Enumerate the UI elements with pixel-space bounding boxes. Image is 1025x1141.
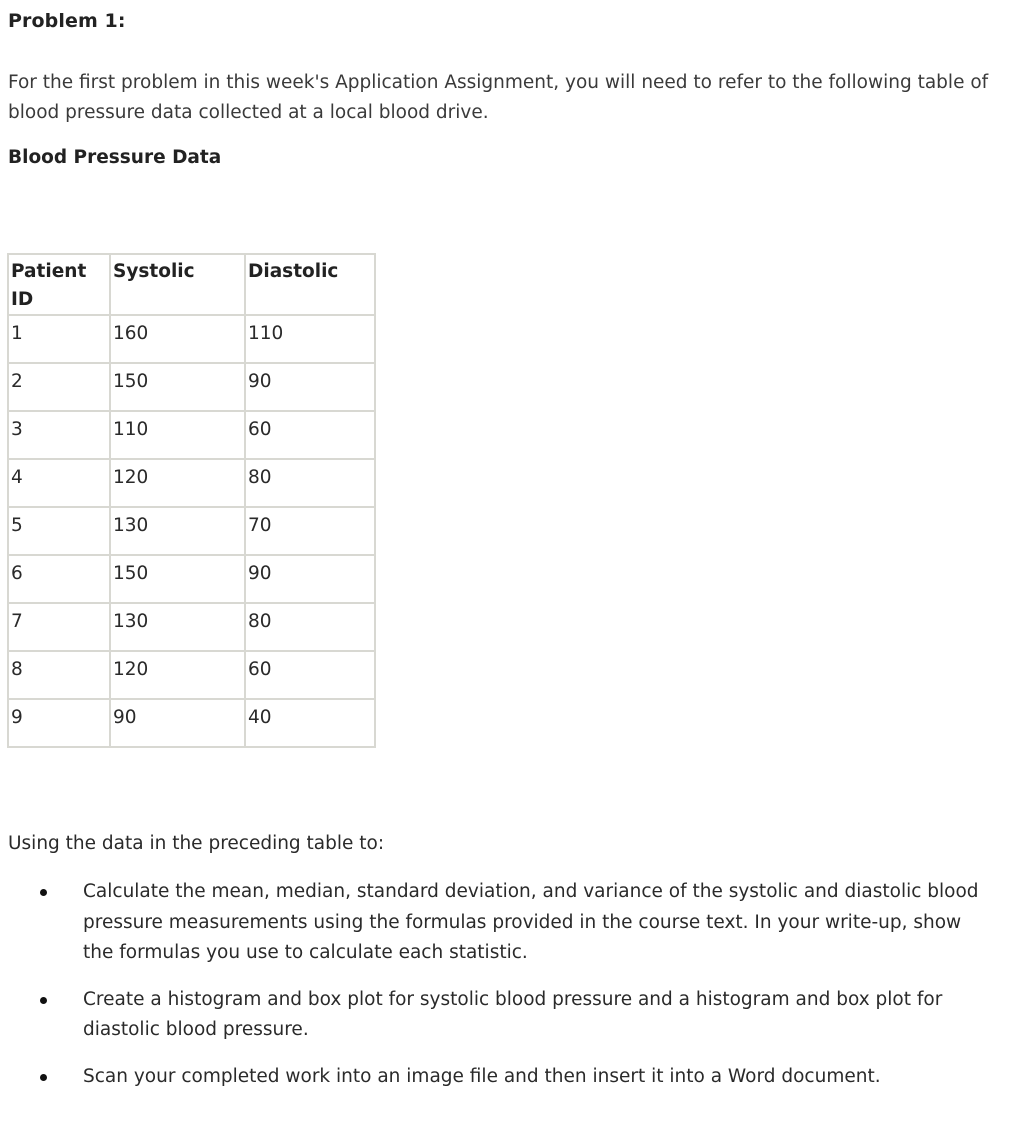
task-text: Create a histogram and box plot for systolic blood pressure and a histogram and box plot for diastolic blood pressure. bbox=[83, 988, 943, 1040]
cell-diastolic: 80 bbox=[245, 459, 375, 507]
list-item bbox=[40, 1062, 980, 1093]
cell-patient-id: 8 bbox=[8, 651, 110, 699]
cell-diastolic: 60 bbox=[245, 651, 375, 699]
table-row bbox=[8, 507, 375, 555]
table-row bbox=[8, 699, 375, 747]
table-heading: Blood Pressure Data bbox=[8, 147, 222, 168]
cell-patient-id: 2 bbox=[8, 363, 110, 411]
bullet-icon bbox=[40, 997, 47, 1004]
blood-pressure-table bbox=[7, 253, 376, 748]
cell-diastolic: 90 bbox=[245, 363, 375, 411]
table-row bbox=[8, 459, 375, 507]
intro-paragraph: For the first problem in this week's Application Assignment, you will need to refer to the following table of blood pressure data collected at a local blood drive. bbox=[8, 72, 989, 123]
cell-diastolic: 90 bbox=[245, 555, 375, 603]
cell-diastolic: 60 bbox=[245, 411, 375, 459]
task-text: Scan your completed work into an image file and then insert it into a Word document. bbox=[83, 1065, 881, 1087]
cell-systolic: 90 bbox=[110, 699, 245, 747]
cell-patient-id: 6 bbox=[8, 555, 110, 603]
cell-patient-id: 9 bbox=[8, 699, 110, 747]
table-row bbox=[8, 603, 375, 651]
cell-systolic: 150 bbox=[110, 363, 245, 411]
table-row bbox=[8, 411, 375, 459]
problem-title: Problem 1: bbox=[8, 10, 126, 32]
cell-systolic: 150 bbox=[110, 555, 245, 603]
list-item bbox=[40, 877, 980, 969]
cell-patient-id: 5 bbox=[8, 507, 110, 555]
task-list bbox=[40, 877, 980, 1108]
instructions-lead: Using the data in the preceding table to: bbox=[8, 833, 385, 854]
cell-systolic: 120 bbox=[110, 651, 245, 699]
cell-systolic: 110 bbox=[110, 411, 245, 459]
bullet-icon bbox=[40, 889, 47, 896]
cell-diastolic: 80 bbox=[245, 603, 375, 651]
header-diastolic: Diastolic bbox=[245, 254, 375, 315]
cell-diastolic: 40 bbox=[245, 699, 375, 747]
cell-systolic: 130 bbox=[110, 603, 245, 651]
table-row bbox=[8, 315, 375, 363]
bullet-icon bbox=[40, 1074, 47, 1081]
cell-systolic: 130 bbox=[110, 507, 245, 555]
cell-patient-id: 7 bbox=[8, 603, 110, 651]
table-row bbox=[8, 651, 375, 699]
cell-diastolic: 70 bbox=[245, 507, 375, 555]
table-row bbox=[8, 363, 375, 411]
cell-systolic: 120 bbox=[110, 459, 245, 507]
cell-diastolic: 110 bbox=[245, 315, 375, 363]
table-header-row bbox=[8, 254, 375, 315]
header-systolic: Systolic bbox=[110, 254, 245, 315]
header-patient-id: Patient ID bbox=[8, 254, 110, 315]
task-text: Calculate the mean, median, standard deviation, and variance of the systolic and diastolic blood pressure measurements using the formulas provided in the course text. In your write-up, show the formulas you use to calculate each statistic. bbox=[83, 881, 979, 963]
list-item bbox=[40, 985, 980, 1046]
table-row bbox=[8, 555, 375, 603]
cell-patient-id: 1 bbox=[8, 315, 110, 363]
cell-patient-id: 4 bbox=[8, 459, 110, 507]
cell-systolic: 160 bbox=[110, 315, 245, 363]
cell-patient-id: 3 bbox=[8, 411, 110, 459]
